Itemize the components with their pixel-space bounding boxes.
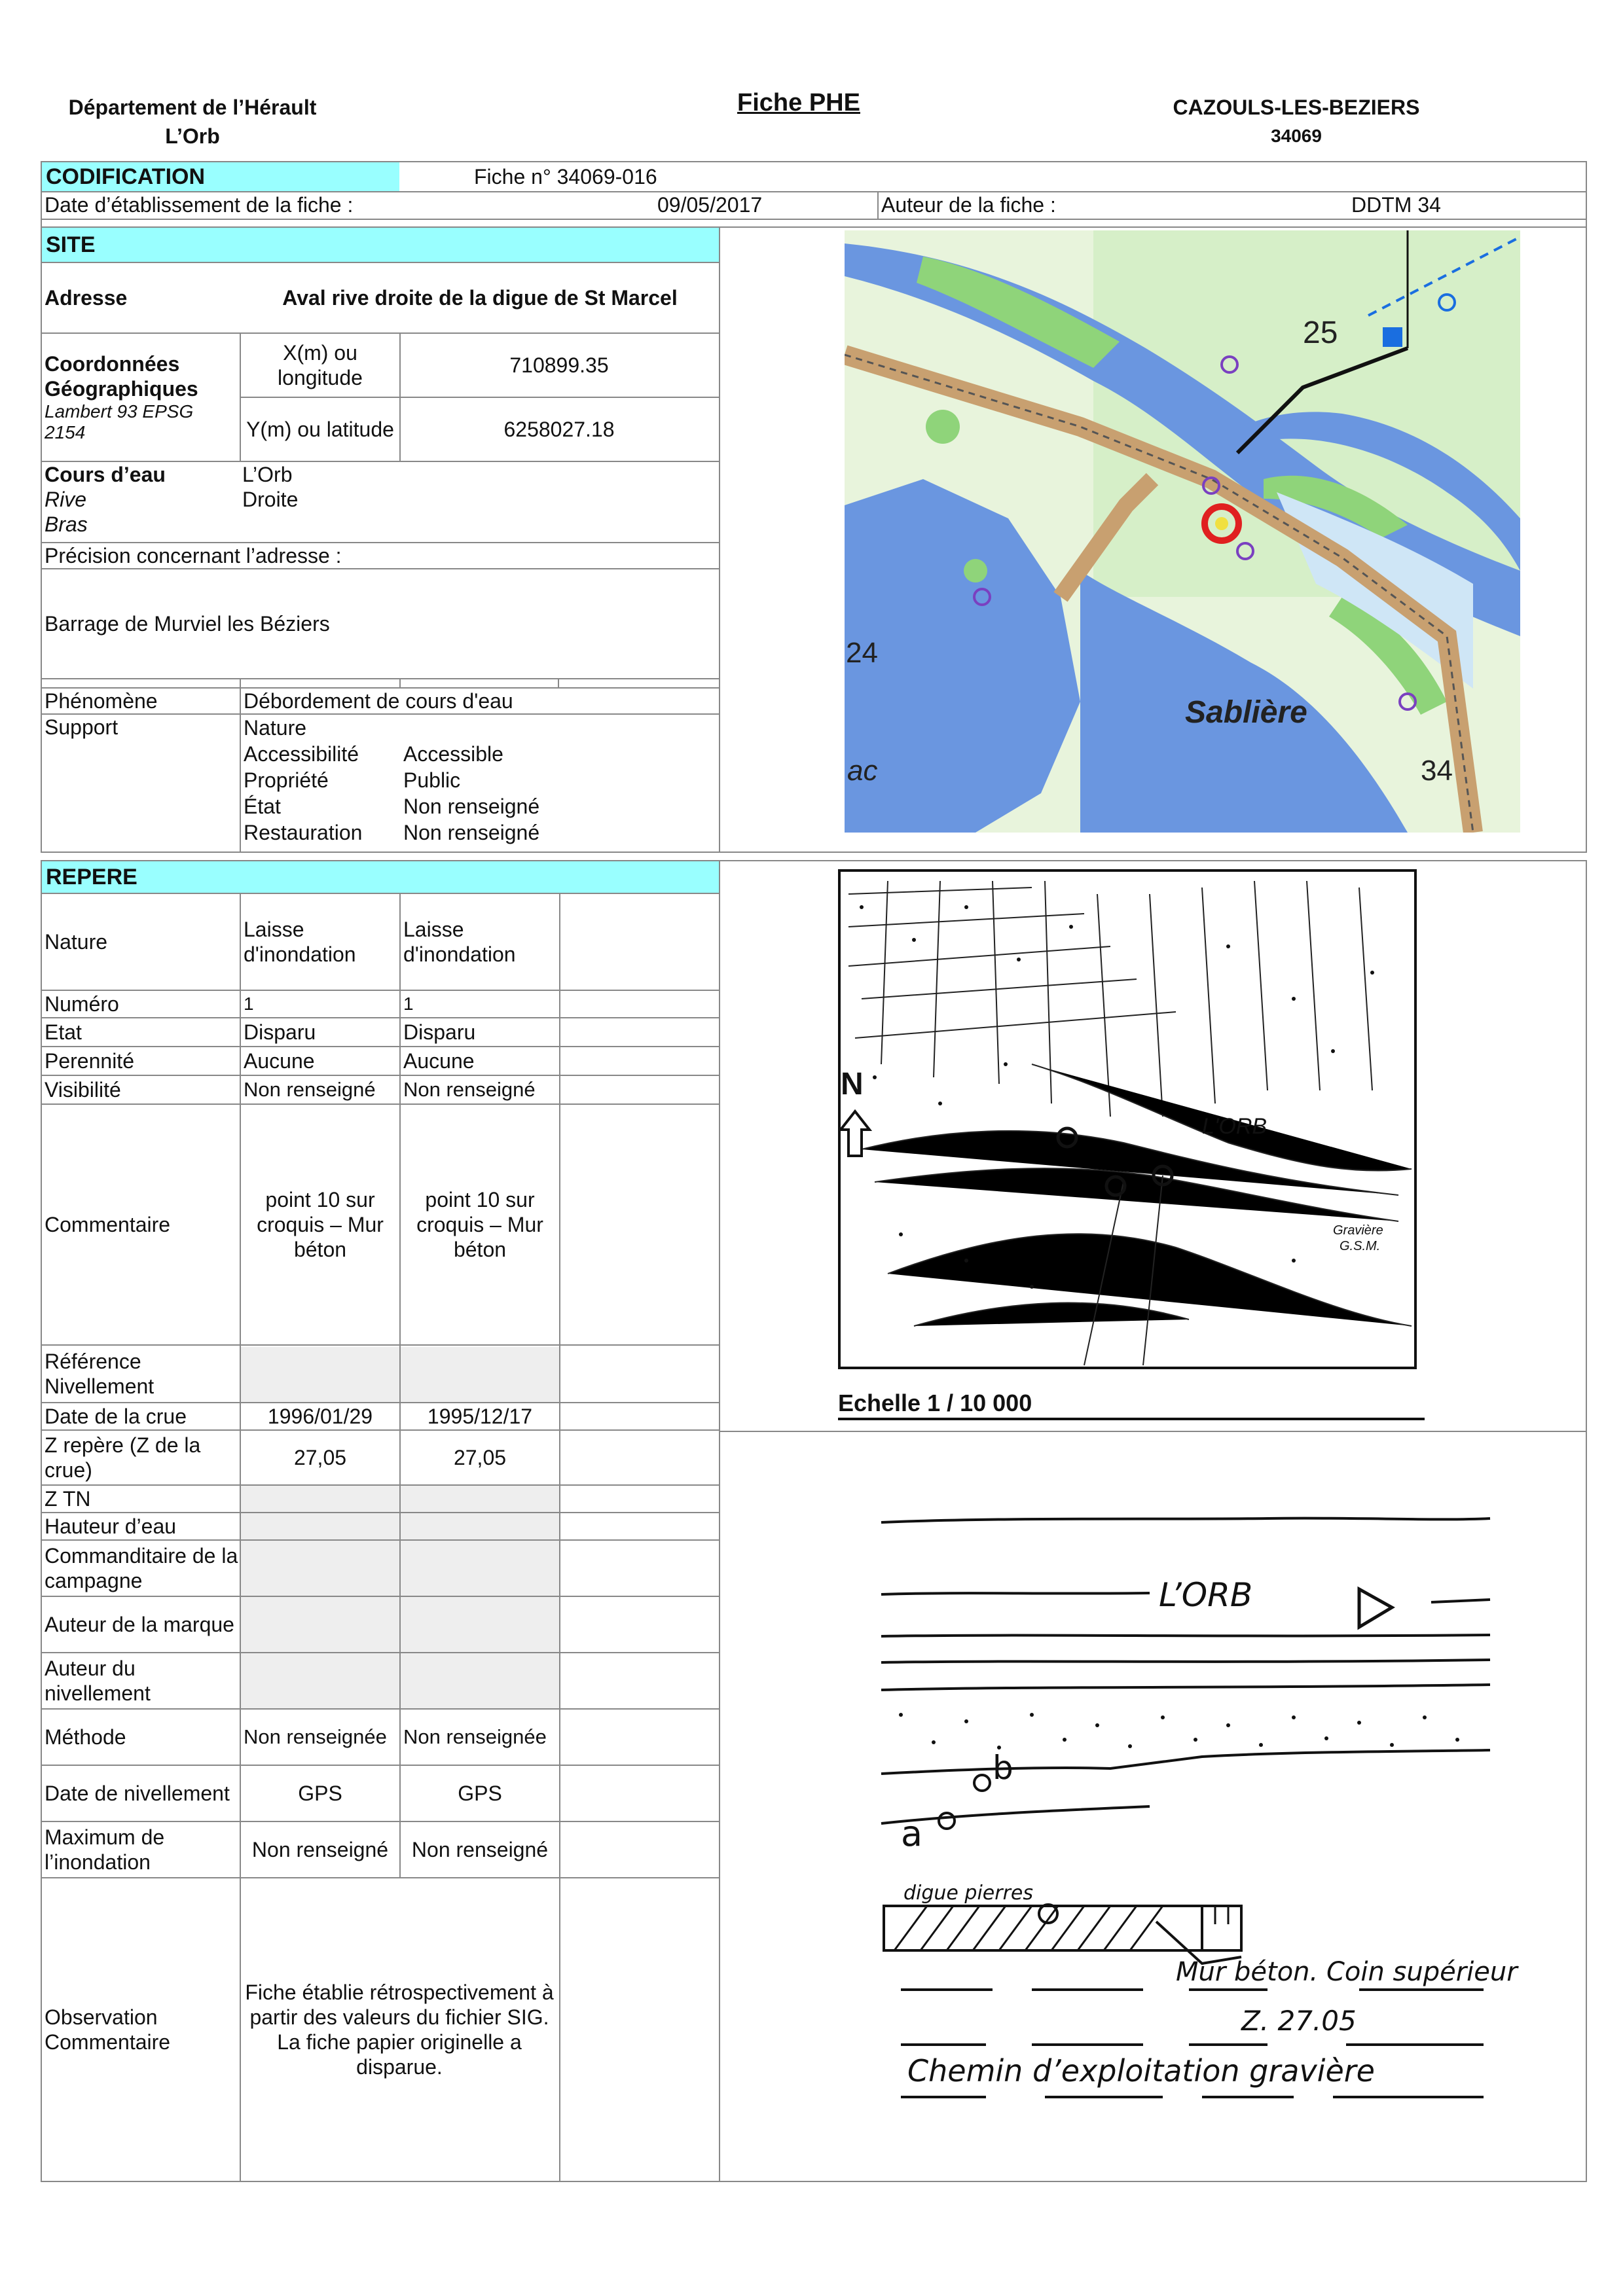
- sketch: [835, 1440, 1529, 2173]
- auteur-value: DDTM 34: [1351, 193, 1441, 217]
- repere-v1-date-crue: 1996/01/29: [267, 1405, 373, 1428]
- phenomene-value: Débordement de cours d'eau: [244, 689, 513, 713]
- repere-v2-perennite: Aucune: [403, 1049, 475, 1073]
- fiche-number: Fiche n° 34069-016: [474, 165, 657, 188]
- cours-eau-label-group: [42, 461, 238, 542]
- support-value: Public: [403, 768, 461, 792]
- insee-code: 34069: [1271, 126, 1322, 146]
- auteur-label: Auteur de la fiche :: [881, 193, 1056, 217]
- page-title: Fiche PHE: [737, 89, 860, 117]
- date-label: Date d’établissement de la fiche :: [45, 193, 354, 217]
- support-keys: [241, 715, 398, 846]
- sketch-label-a: a: [901, 1813, 923, 1854]
- north-label: N: [841, 1067, 864, 1102]
- scan-map-svg: [835, 868, 1425, 1424]
- support-key: Nature: [244, 716, 307, 740]
- repere-label-etat: Etat: [45, 1020, 82, 1044]
- repere-label-observation: Observation Commentaire: [45, 2005, 171, 2054]
- y-label: Y(m) ou latitude: [246, 418, 394, 441]
- repere-label-nature: Nature: [45, 930, 108, 954]
- repere-label-perennite: Perennité: [45, 1049, 134, 1073]
- repere-label-numero: Numéro: [45, 992, 119, 1016]
- map-label-sabliere: Sablière: [1185, 695, 1307, 730]
- sketch-z-label: Z. 27.05: [1241, 2005, 1357, 2037]
- x-value: 710899.35: [509, 353, 609, 377]
- codification-header: CODIFICATION: [42, 162, 399, 191]
- adresse-label: Adresse: [45, 286, 128, 310]
- repere-v2-numero: 1: [403, 994, 414, 1014]
- repere-v2-commentaire: point 10 sur croquis – Mur béton: [416, 1188, 543, 1261]
- map-label-34: 34: [1421, 755, 1453, 787]
- support-value: Non renseigné: [403, 821, 540, 844]
- support-key: État: [244, 795, 281, 818]
- flow-arrow-icon: [1359, 1589, 1392, 1627]
- repere-v2-maximum: Non renseigné: [411, 1838, 549, 1861]
- repere-v1-date-nivellement: GPS: [298, 1782, 342, 1805]
- riviere-text: L’Orb: [165, 124, 220, 148]
- repere-label-date-nivellement: Date de nivellement: [45, 1782, 230, 1805]
- date-value: 09/05/2017: [657, 193, 763, 217]
- support-value: Non renseigné: [403, 795, 540, 818]
- x-label: X(m) ou longitude: [278, 341, 363, 389]
- repere-label-date-crue: Date de la crue: [45, 1405, 187, 1428]
- cours-eau-value: L’Orb: [242, 463, 293, 486]
- repere-label-reference: Référence Nivellement: [45, 1350, 155, 1398]
- repere-v1-numero: 1: [244, 994, 254, 1014]
- repere-v2-z-repere: 27,05: [453, 1446, 507, 1469]
- repere-label-methode: Méthode: [45, 1725, 126, 1749]
- site-map: [845, 230, 1520, 833]
- support-key: Accessibilité: [244, 742, 359, 766]
- coord-sub: Lambert 93 EPSG 2154: [45, 401, 194, 442]
- repere-label-z-tn: Z TN: [45, 1487, 91, 1511]
- repere-v2-date-nivellement: GPS: [458, 1782, 502, 1805]
- gsm-label: G.S.M.: [1340, 1239, 1381, 1253]
- graviere-label: Gravière: [1333, 1223, 1383, 1238]
- repere-label-visibilite: Visibilité: [45, 1078, 121, 1102]
- cours-eau-label: Cours d’eau: [45, 463, 166, 486]
- support-value: Accessible: [403, 742, 503, 766]
- coordonnees-label: [42, 342, 238, 453]
- repere-label-hauteur: Hauteur d’eau: [45, 1515, 177, 1538]
- header-commune: [1139, 93, 1453, 151]
- support-key: Restauration: [244, 821, 363, 844]
- coord-label-1: Coordonnées: [45, 352, 180, 376]
- phenomene-label: Phénomène: [45, 689, 158, 713]
- repere-v1-nature: Laisse d'inondation: [244, 918, 356, 966]
- repere-v1-commentaire: point 10 sur croquis – Mur béton: [257, 1188, 384, 1261]
- sketch-svg: [835, 1440, 1529, 2173]
- y-value: 6258027.18: [503, 418, 615, 441]
- coord-label-2: Géographiques: [45, 377, 198, 401]
- scan-river-label: L'ORB: [1202, 1114, 1267, 1139]
- repere-v2-date-crue: 1995/12/17: [427, 1405, 533, 1428]
- departement-text: Département de l’Hérault: [68, 96, 317, 119]
- scale-label: Echelle 1 / 10 000: [838, 1390, 1032, 1416]
- repere-label-auteur-marque: Auteur de la marque: [45, 1613, 234, 1636]
- site-map-svg: [845, 230, 1520, 833]
- sketch-chemin-label: Chemin d’exploitation gravière: [907, 2053, 1375, 2089]
- repere-v2-visibilite: Non renseigné: [403, 1078, 536, 1101]
- bras-label: Bras: [45, 512, 88, 536]
- scan-map: [835, 868, 1425, 1424]
- repere-label-commentaire: Commentaire: [45, 1213, 171, 1236]
- site-header: SITE: [42, 228, 719, 262]
- repere-v1-perennite: Aucune: [244, 1049, 315, 1073]
- repere-v1-visibilite: Non renseigné: [244, 1078, 376, 1101]
- header-departement: [42, 93, 343, 151]
- sketch-mur-label: Mur béton. Coin supérieur: [1176, 1957, 1518, 1987]
- map-label-ac: ac: [847, 755, 878, 787]
- map-label-25: 25: [1303, 315, 1338, 350]
- commune-text: CAZOULS-LES-BEZIERS: [1173, 96, 1420, 119]
- precision-label: Précision concernant l’adresse :: [45, 544, 342, 567]
- sketch-label-b: b: [993, 1749, 1013, 1787]
- rive-label: Rive: [45, 488, 87, 511]
- sketch-digue-label: digue pierres: [903, 1882, 1034, 1905]
- support-label: Support: [45, 715, 119, 739]
- rive-value: Droite: [242, 488, 299, 511]
- precision-value: Barrage de Murviel les Béziers: [45, 612, 330, 636]
- support-values: [401, 715, 597, 846]
- repere-v1-maximum: Non renseigné: [251, 1838, 389, 1861]
- repere-v1-observation: Fiche établie rétrospectivement à partir des valeurs du fichier SIG. La fiche papier originelle a disparue.: [244, 1878, 555, 2181]
- cours-eau-values: [240, 461, 501, 542]
- sketch-river-label: L’ORB: [1159, 1576, 1253, 1614]
- adresse-value: Aval rive droite de la digue de St Marcel: [282, 286, 678, 310]
- repere-label-commanditaire: Commanditaire de la campagne: [45, 1544, 238, 1592]
- repere-v1-etat: Disparu: [244, 1020, 316, 1044]
- repere-label-maximum: Maximum de l’inondation: [45, 1825, 165, 1874]
- repere-v2-etat: Disparu: [403, 1020, 476, 1044]
- repere-v1-z-repere: 27,05: [293, 1446, 347, 1469]
- repere-v1-methode: Non renseignée: [244, 1725, 387, 1748]
- map-label-24: 24: [846, 637, 878, 669]
- repere-v2-methode: Non renseignée: [403, 1725, 547, 1748]
- repere-label-auteur-nivellement: Auteur du nivellement: [45, 1657, 151, 1705]
- support-key: Propriété: [244, 768, 329, 792]
- repere-v2-nature: Laisse d'inondation: [403, 918, 516, 966]
- support-value: [401, 715, 597, 741]
- repere-header: REPERE: [42, 861, 719, 893]
- repere-label-z-repere: Z repère (Z de la crue): [45, 1433, 201, 1482]
